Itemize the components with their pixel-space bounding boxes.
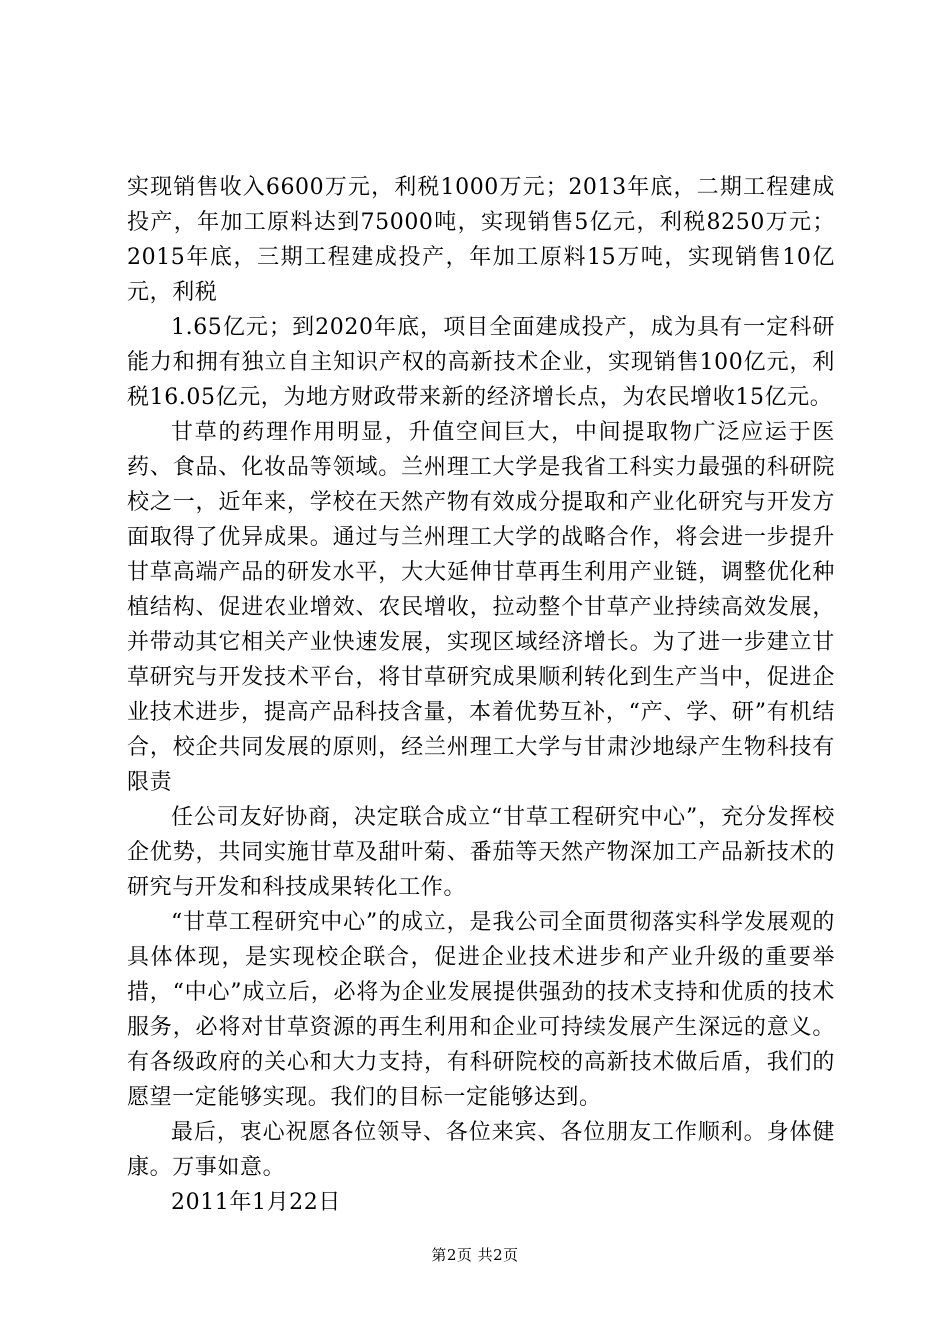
page-footer: 第2页 共2页 — [431, 1246, 519, 1264]
paragraph-4: 任公司友好协商，决定联合成立“甘草工程研究中心”，充分发挥校企优势，共同实施甘草及甜叶菊、番茄等天然产物深加工产品新技术的研究与开发和科技成果转化工作。 — [127, 805, 835, 900]
paragraph-3: 甘草的药理作用明显，升值空间巨大，中间提取物广泛应运于医药、食品、化妆品等领域。兰州理工大学是我省工科实力最强的科研院校之一，近年来，学校在天然产物有效成分提取和产业化研究与开发方面取得了优异成果。通过与兰州理工大学的战略合作，将会进一步提升甘草高端产品的研发水平，大大延伸甘草再生利用产业链，调整优化种植结构、促进农业增效、农民增收，拉动整个甘草产业持续高效发展，并带动其它相关产业快速发展，实现区域经济增长。为了进一步建立甘草研究与开发技术平台，将甘草研究成果顺利转化到生产当中，促进企业技术进步，提高产品科技含量，本着优势互补，“产、学、研”有机结合，校企共同发展的原则，经兰州理工大学与甘肃沙地绿产生物科技有限责 — [127, 420, 835, 795]
paragraph-6: 最后，衷心祝愿各位领导、各位来宾、各位朋友工作顺利。身体健康。万事如意。 — [127, 1120, 835, 1180]
document-body — [127, 170, 835, 1220]
paragraph-1: 实现销售收入6600万元，利税1000万元；2013年底，二期工程建成投产，年加工原料达到75000吨，实现销售5亿元，利税8250万元；2015年底，三期工程建成投产，年加工原料15万吨，实现销售10亿元，利税 — [127, 175, 835, 305]
document-date: 2011年1月22日 — [171, 1190, 341, 1215]
paragraph-5: “甘草工程研究中心”的成立，是我公司全面贯彻落实科学发展观的具体体现，是实现校企联合，促进企业技术进步和产业升级的重要举措，“中心”成立后，必将为企业发展提供强劲的技术支持和优质的技术服务，必将对甘草资源的再生利用和企业可持续发展产生深远的意义。有各级政府的关心和大力支持，有科研院校的高新技术做后盾，我们的愿望一定能够实现。我们的目标一定能够达到。 — [127, 910, 835, 1110]
paragraph-2: 1.65亿元；到2020年底，项目全面建成投产，成为具有一定科研能力和拥有独立自主知识产权的高新技术企业，实现销售100亿元，利税16.05亿元，为地方财政带来新的经济增长点，为农民增收15亿元。 — [127, 315, 835, 410]
